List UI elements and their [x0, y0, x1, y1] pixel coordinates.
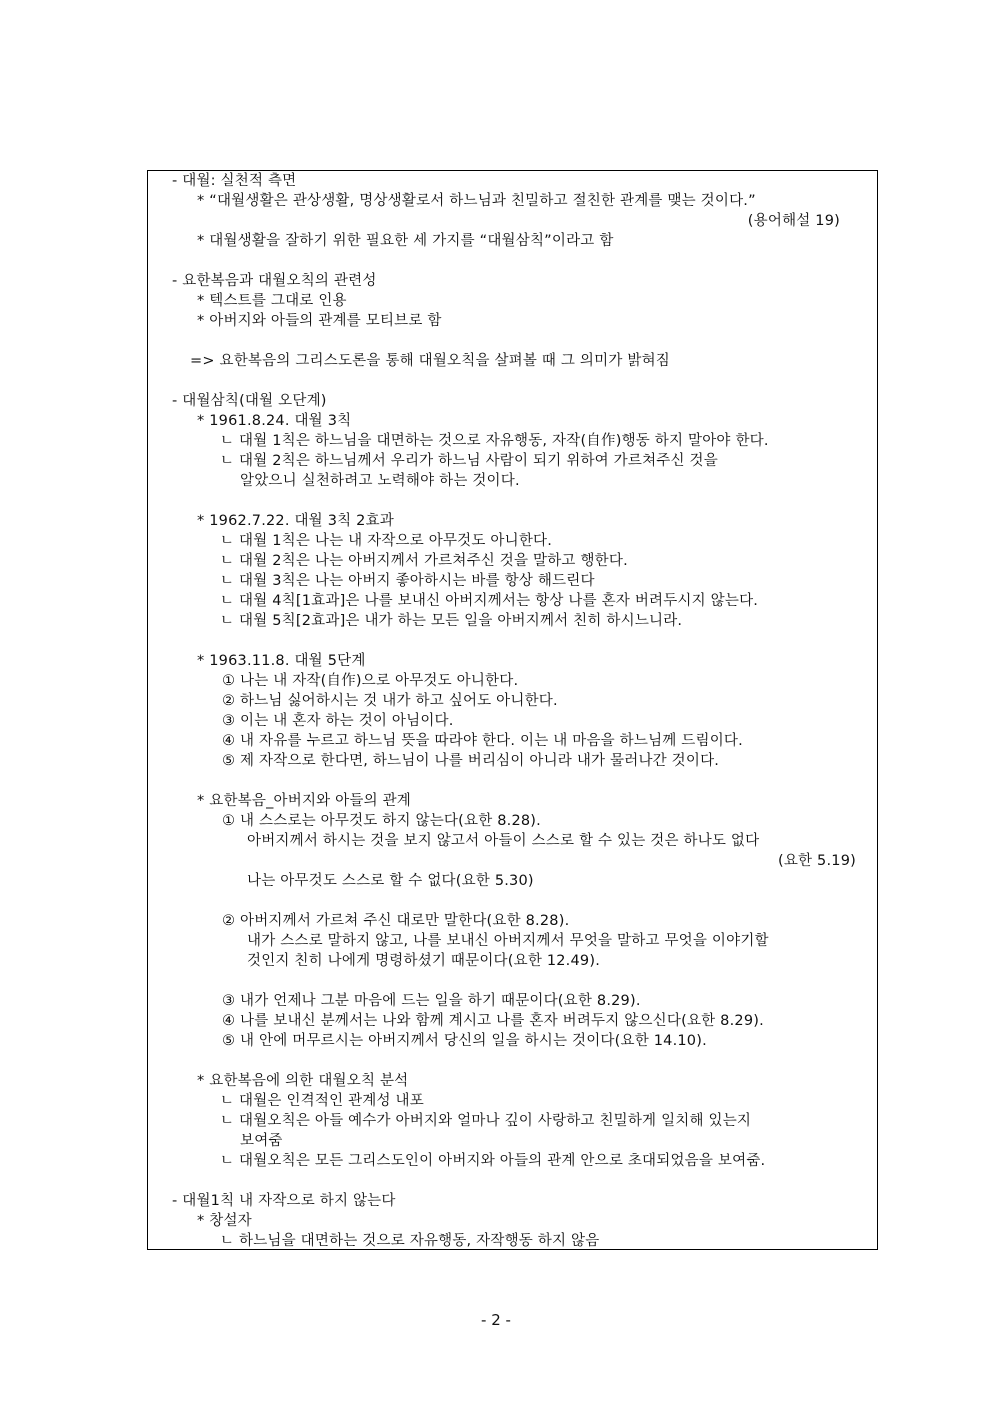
sub-item: ㄴ 대월 2칙은 하느님께서 우리가 하느님 사람이 되기 위하여 가르쳐주신 것을	[220, 453, 718, 469]
numbered-item: ② 아버지께서 가르쳐 주신 대로만 말한다(요한 8.28).	[222, 913, 570, 929]
bullet-item: * 요한복음에 의한 대월오칙 분석	[197, 1073, 409, 1089]
sub-item: ㄴ 대월 4칙[1효과]은 나를 보내신 아버지께서는 항상 나를 혼자 버려두시지 않는다.	[220, 593, 759, 609]
sub-item-continuation: 알았으니 실천하려고 노력해야 하는 것이다.	[240, 473, 520, 489]
numbered-item: ④ 내 자유를 누르고 하느님 뜻을 따라야 한다. 이는 내 마음을 하느님께 드림이다.	[222, 733, 743, 749]
numbered-item: ③ 내가 언제나 그분 마음에 드는 일을 하기 때문이다(요한 8.29).	[222, 993, 641, 1009]
bullet-item: * 아버지와 아들의 관계를 모티브로 함	[197, 313, 442, 329]
numbered-item: ⑤ 내 안에 머무르시는 아버지께서 당신의 일을 하시는 것이다(요한 14.10).	[222, 1033, 707, 1049]
numbered-item-continuation: 아버지께서 하시는 것을 보지 않고서 아들이 스스로 할 수 있는 것은 하나도 없다	[247, 833, 760, 849]
numbered-item-continuation: 나는 아무것도 스스로 할 수 없다(요한 5.30)	[247, 873, 534, 889]
page-number: - 2 -	[481, 1311, 511, 1329]
numbered-item: ⑤ 제 자작으로 한다면, 하느님이 나를 버리심이 아니라 내가 물러나간 것이다.	[222, 753, 720, 769]
numbered-item: ③ 이는 내 혼자 하는 것이 아님이다.	[222, 713, 454, 729]
sub-item-continuation: 보여줌	[240, 1133, 283, 1149]
section-heading: - 대월1칙 내 자작으로 하지 않는다	[172, 1193, 396, 1209]
citation: (용어해설 19)	[747, 213, 840, 229]
bullet-item: * 1962.7.22. 대월 3칙 2효과	[197, 513, 394, 529]
citation: (요한 5.19)	[777, 853, 856, 869]
numbered-item: ② 하느님 싫어하시는 것 내가 하고 싶어도 아니한다.	[222, 693, 558, 709]
bullet-item: * “대월생활은 관상생활, 명상생활로서 하느님과 친밀하고 절친한 관계를 맺는 것이다.”	[197, 193, 756, 209]
bullet-item: * 창설자	[197, 1213, 252, 1229]
bullet-item: * 대월생활을 잘하기 위한 필요한 세 가지를 “대월삼칙”이라고 함	[197, 233, 614, 249]
sub-item: ㄴ 대월오칙은 모든 그리스도인이 아버지와 아들의 관계 안으로 초대되었음을 보여줌.	[220, 1153, 766, 1169]
sub-item: ㄴ 대월은 인격적인 관계성 내포	[220, 1093, 424, 1109]
conclusion-line: => 요한복음의 그리스도론을 통해 대월오칙을 살펴볼 때 그 의미가 밝혀짐	[190, 353, 670, 369]
sub-item: ㄴ 대월 5칙[2효과]은 내가 하는 모든 일을 아버지께서 친히 하시느니라.	[220, 613, 683, 629]
sub-item: ㄴ 대월 2칙은 나는 아버지께서 가르쳐주신 것을 말하고 행한다.	[220, 553, 628, 569]
bullet-item: * 1963.11.8. 대월 5단계	[197, 653, 366, 669]
sub-item: ㄴ 대월 3칙은 나는 아버지 좋아하시는 바를 항상 해드린다	[220, 573, 595, 589]
section-heading: - 요한복음과 대월오칙의 관련성	[172, 273, 377, 289]
numbered-item-continuation: 것인지 친히 나에게 명령하셨기 때문이다(요한 12.49).	[247, 953, 601, 969]
numbered-item: ① 내 스스로는 아무것도 하지 않는다(요한 8.28).	[222, 813, 541, 829]
sub-item: ㄴ 대월 1칙은 나는 내 자작으로 아무것도 아니한다.	[220, 533, 553, 549]
bullet-item: * 텍스트를 그대로 인용	[197, 293, 347, 309]
numbered-item: ① 나는 내 자작(自作)으로 아무것도 아니한다.	[222, 673, 519, 689]
section-heading: - 대월삼칙(대월 오단계)	[172, 393, 327, 409]
bullet-item: * 요한복음_아버지와 아들의 관계	[197, 793, 412, 809]
sub-item: ㄴ 대월 1칙은 하느님을 대면하는 것으로 자유행동, 자작(自作)행동 하지 말아야 한다.	[220, 433, 769, 449]
sub-item: ㄴ 대월오칙은 아들 예수가 아버지와 얼마나 깊이 사랑하고 친밀하게 일치해 있는지	[220, 1113, 752, 1129]
numbered-item-continuation: 내가 스스로 말하지 않고, 나를 보내신 아버지께서 무엇을 말하고 무엇을 이야기할	[247, 933, 769, 949]
sub-item: ㄴ 하느님을 대면하는 것으로 자유행동, 자작행동 하지 않음	[220, 1233, 600, 1249]
section-heading: - 대월: 실천적 측면	[172, 173, 297, 189]
bullet-item: * 1961.8.24. 대월 3칙	[197, 413, 352, 429]
numbered-item: ④ 나를 보내신 분께서는 나와 함께 계시고 나를 혼자 버려두지 않으신다(요한 8.29).	[222, 1013, 764, 1029]
